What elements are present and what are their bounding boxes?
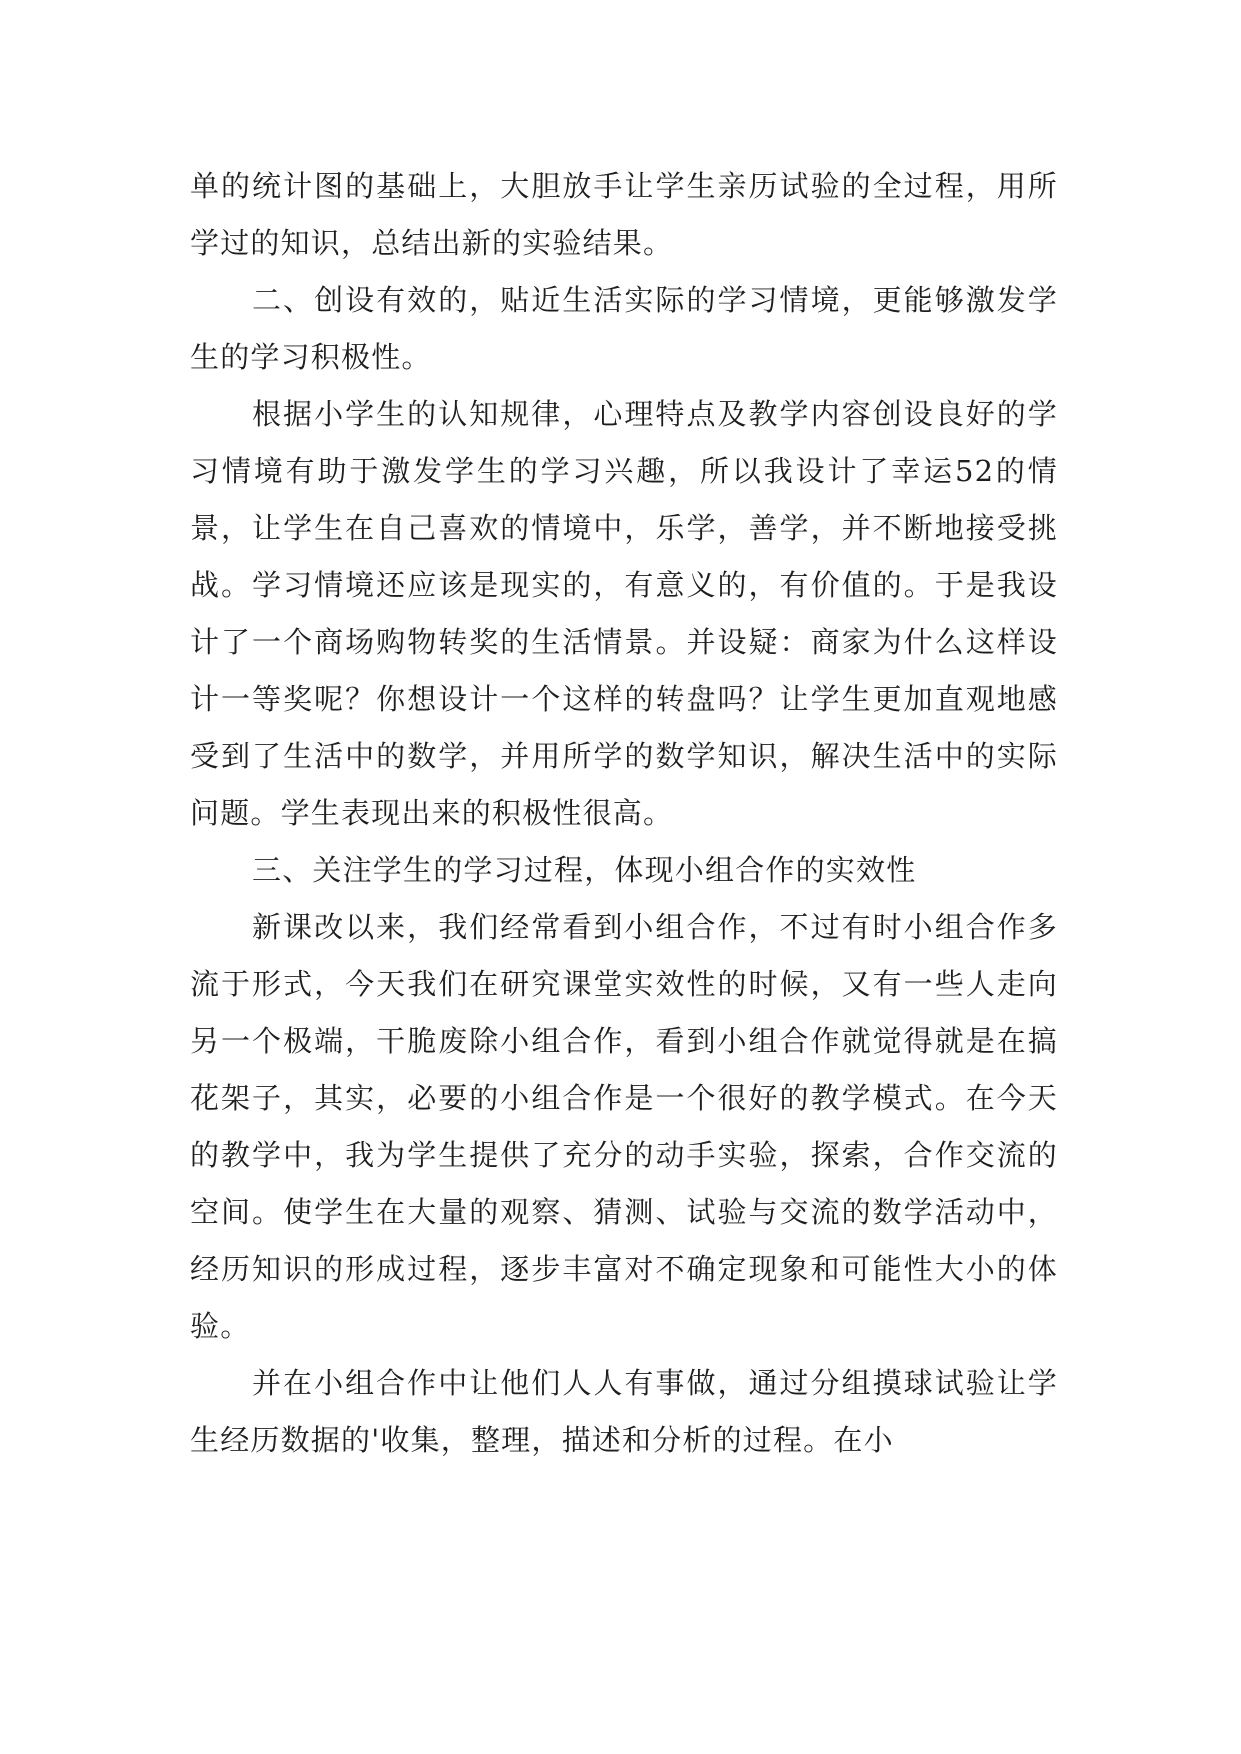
paragraph-6: 并在小组合作中让他们人人有事做，通过分组摸球试验让学生经历数据的'收集，整理，描述和分析的过程。在小 — [190, 1366, 1058, 1457]
paragraph-2-heading: 二、创设有效的，贴近生活实际的学习情境，更能够激发学生的学习积极性。 — [190, 283, 1058, 374]
document-body — [190, 158, 1058, 1469]
paragraph-1: 单的统计图的基础上，大胆放手让学生亲历试验的全过程，用所学过的知识，总结出新的实验结果。 — [190, 169, 1058, 260]
paragraph-5: 新课改以来，我们经常看到小组合作，不过有时小组合作多流于形式，今天我们在研究课堂实效性的时候，又有一些人走向另一个极端，干脆废除小组合作，看到小组合作就觉得就是在搞花架子，其实，必要的小组合作是一个很好的教学模式。在今天的教学中，我为学生提供了充分的动手实验，探索，合作交流的空间。使学生在大量的观察、猜测、试验与交流的数学活动中，经历知识的形成过程，逐步丰富对不确定现象和可能性大小的体验。 — [190, 910, 1058, 1343]
paragraph-4-heading: 三、关注学生的学习过程，体现小组合作的实效性 — [252, 853, 917, 887]
paragraph-3: 根据小学生的认知规律，心理特点及教学内容创设良好的学习情境有助于激发学生的学习兴趣，所以我设计了幸运52的情景，让学生在自己喜欢的情境中，乐学，善学，并不断地接受挑战。学习情境还应该是现实的，有意义的，有价值的。于是我设计了一个商场购物转奖的生活情景。并设疑：商家为什么这样设计一等奖呢？你想设计一个这样的转盘吗？让学生更加直观地感受到了生活中的数学，并用所学的数学知识，解决生活中的实际问题。学生表现出来的积极性很高。 — [190, 397, 1058, 830]
